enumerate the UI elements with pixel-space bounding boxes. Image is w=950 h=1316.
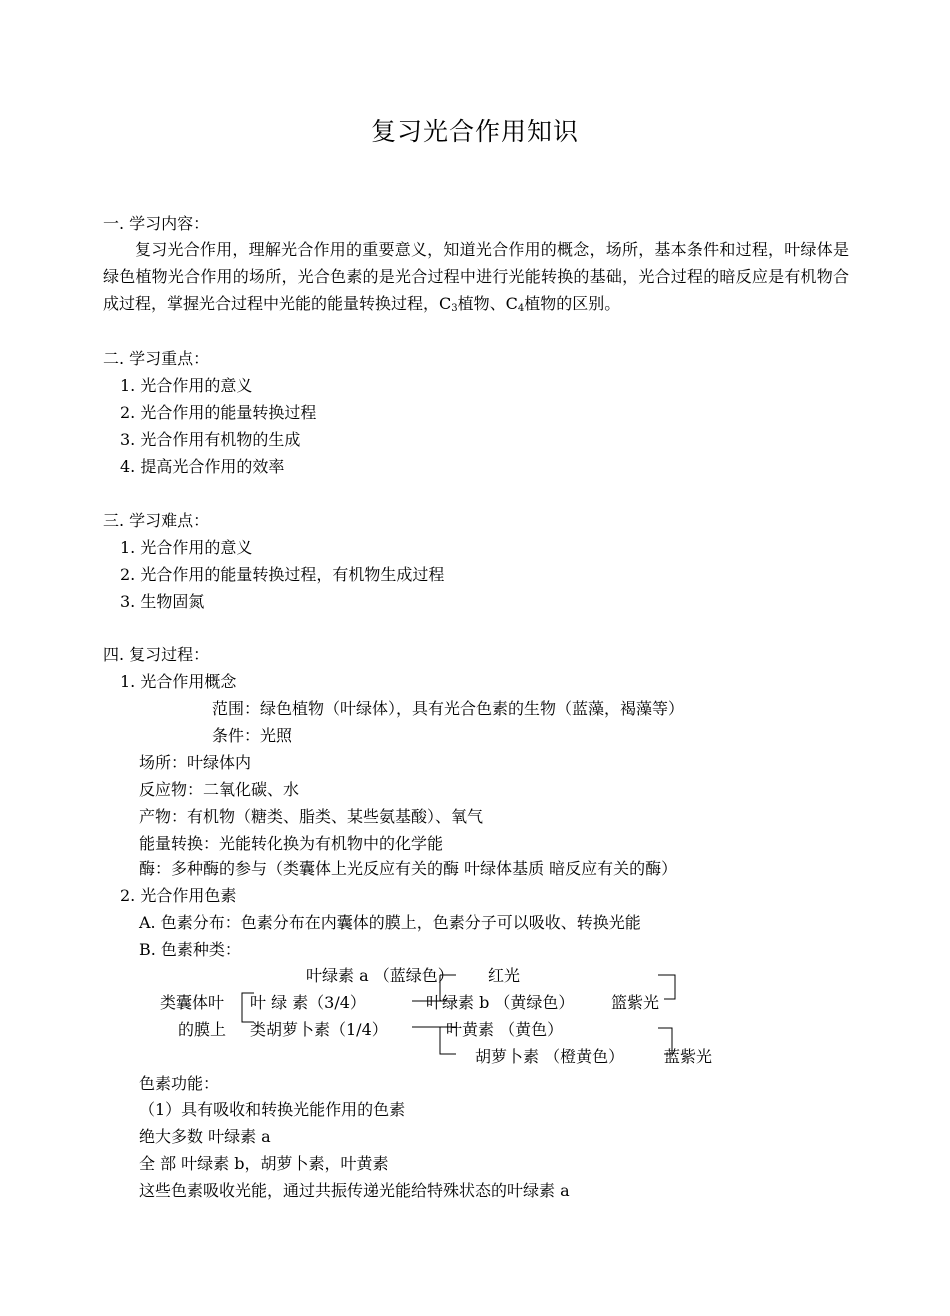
concept-title: 1. 光合作用概念 <box>120 672 237 691</box>
chlorophyll-a-light: 红光 <box>488 966 521 985</box>
concept-enzyme: 酶：多种酶的参与（类囊体上光反应有关的酶 叶绿体基质 暗反应有关的酶） <box>139 859 678 878</box>
concept-site: 场所：叶绿体内 <box>139 753 252 772</box>
concept-reactants: 反应物：二氧化碳、水 <box>139 780 300 799</box>
membrane-label-line1: 类囊体叶 <box>160 993 225 1012</box>
pigments-title: 2. 光合作用色素 <box>120 886 237 905</box>
para-text-b: 植物、C <box>457 294 518 313</box>
functions-title: 色素功能： <box>139 1074 220 1093</box>
difficulty-3: 3. 生物固氮 <box>120 592 205 611</box>
pigment-types: B. 色素种类： <box>139 940 241 959</box>
section-heading-1: 一. 学习内容： <box>103 214 210 233</box>
light-bracket-top <box>658 975 675 999</box>
section-1-paragraph <box>103 236 849 322</box>
functions-majority: 绝大多数 叶绿素 a <box>139 1127 271 1146</box>
para-text-a: 复习光合作用，理解光合作用的重要意义，知道光合作用的概念，场所，基本条件和过程，叶绿体是绿色植物光合作用的场所，光合色素的是光合过程中进行光能转换的基础，光合过程的暗反应是有机物合成过程，掌握光合过程中光能的能量转换过程，C <box>103 240 849 313</box>
difficulty-2: 2. 光合作用的能量转换过程，有机物生成过程 <box>120 565 445 584</box>
concept-energy: 能量转换：光能转化换为有机物中的化学能 <box>139 834 444 853</box>
subscript-3: 3 <box>451 303 458 314</box>
carotenoid-group: 类胡萝卜素（1/4） <box>250 1020 388 1039</box>
key-point-3: 3. 光合作用有机物的生成 <box>120 430 301 449</box>
pigment-distribution: A. 色素分布：色素分布在内囊体的膜上，色素分子可以吸收、转换光能 <box>139 913 641 932</box>
functions-last: 这些色素吸收光能，通过共振传递光能给特殊状态的叶绿素 a <box>139 1181 570 1200</box>
para-text-c: 植物的区别。 <box>524 294 621 313</box>
section-heading-3: 三. 学习难点： <box>103 511 210 530</box>
page-title: 复习光合作用知识 <box>370 117 579 146</box>
concept-scope: 范围：绿色植物（叶绿体），具有光合色素的生物（蓝藻，褐藻等） <box>212 699 685 718</box>
membrane-label-line2: 的膜上 <box>178 1020 227 1039</box>
carotene: 胡萝卜素 （橙黄色） <box>475 1047 625 1066</box>
section-heading-2: 二. 学习重点： <box>103 349 210 368</box>
chlorophyll-b-light: 篮紫光 <box>611 993 660 1012</box>
chlorophyll-b: 叶绿素 b （黄绿色） <box>426 993 575 1012</box>
concept-products: 产物：有机物（糖类、脂类、某些氨基酸）、氧气 <box>139 807 484 826</box>
functions-item-1: （1）具有吸收和转换光能作用的色素 <box>139 1100 406 1119</box>
key-point-2: 2. 光合作用的能量转换过程 <box>120 403 317 422</box>
functions-all: 全 部 叶绿素 b，胡萝卜素，叶黄素 <box>139 1154 389 1173</box>
chlorophyll-a: 叶绿素 a （蓝绿色） <box>306 966 454 985</box>
key-point-1: 1. 光合作用的意义 <box>120 376 253 395</box>
subscript-4: 4 <box>517 303 525 314</box>
carotenoid-light: 蓝紫光 <box>664 1047 713 1066</box>
chlorophyll-group: 叶 绿 素（3/4） <box>250 993 366 1012</box>
difficulty-1: 1. 光合作用的意义 <box>120 538 253 557</box>
section-heading-4: 四. 复习过程： <box>103 645 210 664</box>
key-point-4: 4. 提高光合作用的效率 <box>120 457 285 476</box>
concept-condition: 条件：光照 <box>212 726 293 745</box>
xanthophyll: 叶黄素 （黄色） <box>446 1020 564 1039</box>
